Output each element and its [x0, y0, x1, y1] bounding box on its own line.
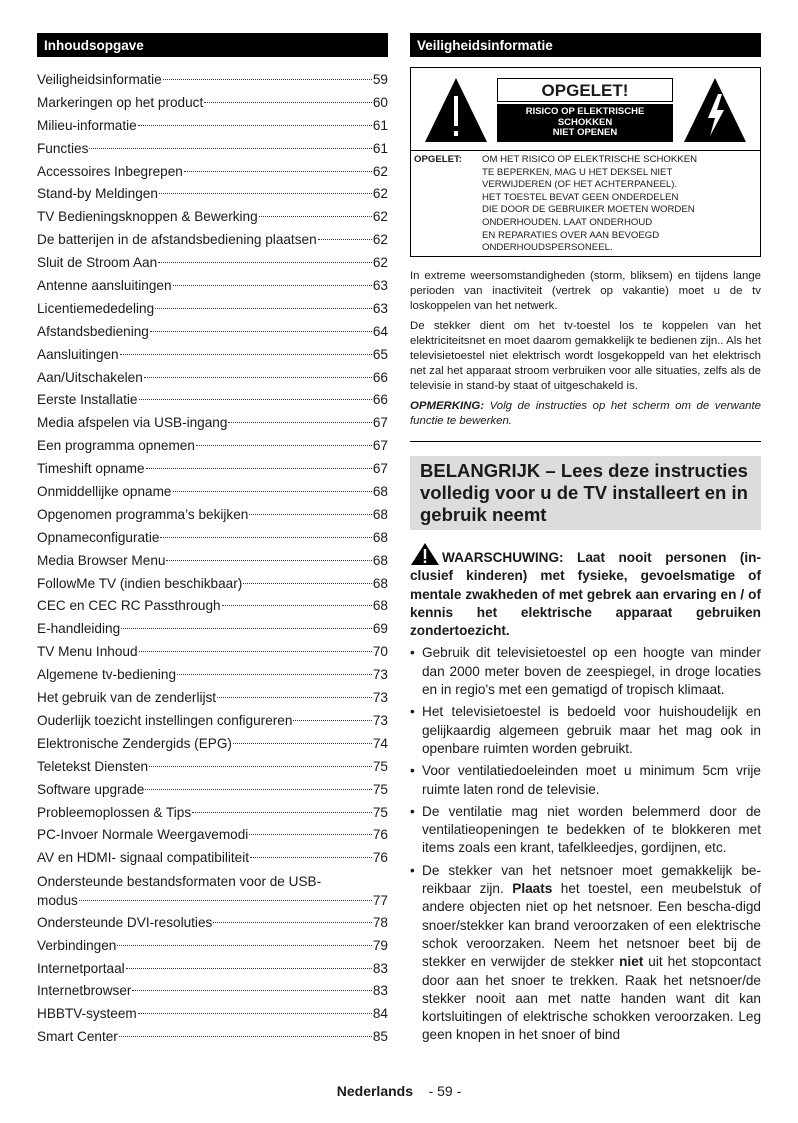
- toc-leader-dots: [119, 1023, 372, 1038]
- toc-entry-title: Ondersteunde bestandsformaten voor de USB-: [37, 874, 322, 890]
- toc-leader-dots: [196, 432, 372, 447]
- toc-leader-dots: [213, 908, 372, 923]
- toc-entry-page: 73: [372, 667, 388, 683]
- toc-entry-title: Markeringen op het product: [37, 94, 204, 110]
- toc-entry-title: Opnameconfiguratie: [37, 529, 160, 545]
- toc-entry-title: FollowMe TV (indien beschikbaar): [37, 575, 243, 591]
- toc-entry-page: 65: [372, 346, 388, 362]
- toc-column: [37, 33, 388, 1049]
- instruction-list: [410, 644, 761, 1044]
- toc-entry-page: 62: [372, 232, 388, 248]
- toc-entry-title: Media afspelen via USB-ingang: [37, 415, 228, 431]
- important-heading: BELANGRIJK – Lees deze instructies volledig voor u de TV installeert en in gebruik neemt: [410, 456, 761, 530]
- toc-entry-page: 84: [372, 1006, 388, 1022]
- caution-line: EN REPARATIES OVER AAN BEVOEGD: [482, 229, 660, 241]
- toc-entry-page: 73: [372, 712, 388, 728]
- list-item: [410, 862, 761, 1045]
- toc-entry-page: 68: [372, 529, 388, 545]
- caution-label: OPGELET:: [414, 154, 462, 165]
- warning-paragraph: [410, 542, 761, 640]
- warning-triangle-icon: [410, 542, 440, 566]
- list-item: • Gebruik dit televisietoestel op een hoogte van minder dan 2000 meter boven de zeespiegel, in droge locaties en in regio's met een gematigd of tropisch klimaat.: [410, 644, 761, 699]
- toc-leader-dots: [249, 821, 372, 836]
- toc-entry-title: Eerste Installatie: [37, 392, 138, 408]
- toc-leader-dots: [126, 954, 372, 969]
- toc-leader-dots: [259, 203, 372, 218]
- caution-line: OM HET RISICO OP ELEKTRISCHE SCHOKKEN: [482, 154, 698, 165]
- toc-entry-title: Afstandsbediening: [37, 323, 149, 339]
- caution-line: TE BEPERKEN, MAG U HET DEKSEL NIET: [482, 166, 673, 178]
- caution-line: ONDERHOUDSPERSONEEL.: [482, 242, 613, 254]
- opgelet-subtitle: [497, 104, 673, 142]
- toc-leader-dots: [233, 729, 372, 744]
- toc-entry-title: CEC en CEC RC Passthrough: [37, 598, 221, 614]
- toc-leader-dots: [192, 798, 372, 813]
- toc-entry-page: 73: [372, 690, 388, 706]
- note-paragraph: [410, 399, 761, 429]
- toc-entry-title: Timeshift opname: [37, 461, 145, 477]
- toc-leader-dots: [139, 386, 372, 401]
- note-label: OPMERKING:: [410, 400, 485, 412]
- toc-leader-dots: [249, 500, 372, 515]
- safety-header: Veiligheidsinformatie: [410, 33, 761, 57]
- toc-entry-title: Aansluitingen: [37, 346, 119, 362]
- caution-box: [410, 67, 761, 257]
- toc-list: [37, 69, 388, 1049]
- toc-entry-title: Veiligheidsinformatie: [37, 72, 162, 87]
- bold-span: niet: [619, 954, 644, 970]
- toc-entry-page: 62: [372, 186, 388, 202]
- divider: [410, 441, 761, 442]
- caution-line: ONDERHOUDEN. LAAT ONDERHOUD: [482, 216, 653, 228]
- toc-entry-page: 62: [372, 255, 388, 271]
- opgelet-title: OPGELET!: [497, 78, 673, 102]
- toc-entry-page: 61: [372, 140, 388, 156]
- toc-entry-title: Aan/Uitschakelen: [37, 369, 143, 385]
- toc-entry-title: Internetportaal: [37, 960, 125, 976]
- toc-entry[interactable]: [37, 873, 388, 909]
- toc-entry-title: HBBTV-systeem: [37, 1006, 137, 1022]
- toc-leader-dots: [150, 317, 372, 332]
- toc-entry-title: Teletekst Diensten: [37, 758, 149, 774]
- toc-entry-title: AV en HDMI- signaal compatibiliteit: [37, 850, 250, 866]
- toc-entry-title: Antenne aansluitingen: [37, 278, 172, 294]
- toc-entry-page: 67: [372, 415, 388, 431]
- toc-entry-title: Een programma opnemen: [37, 438, 195, 454]
- toc-leader-dots: [159, 180, 372, 195]
- caution-body: [482, 154, 754, 255]
- toc-leader-dots: [139, 638, 372, 653]
- opgelet-label: [497, 78, 673, 142]
- toc-leader-dots: [121, 615, 372, 630]
- toc-leader-dots: [145, 775, 372, 790]
- caution-text: [414, 154, 754, 255]
- toc-leader-dots: [173, 271, 372, 286]
- toc-leader-dots: [144, 363, 372, 378]
- toc-entry-page: 75: [372, 781, 388, 797]
- toc-entry-page: 60: [372, 94, 388, 110]
- toc-entry-title: Opgenomen programma’s bekijken: [37, 506, 249, 522]
- lightning-triangle-icon: [682, 76, 748, 144]
- warning-text: WAARSCHUWING: Laat nooit personen (in-clusief kinderen) met fysieke, gevoelsmatige of mentale zwakheden of met gebrek aan ervaring en / of kennis het elektrische apparaat gebruiken zondertoezicht.: [410, 550, 761, 639]
- toc-entry-page: 59: [372, 72, 388, 87]
- toc-entry-page: 69: [372, 621, 388, 637]
- toc-entry-title: Sluit de Stroom Aan: [37, 255, 158, 271]
- toc-entry-page: 68: [372, 506, 388, 522]
- toc-leader-dots: [149, 752, 372, 767]
- bold-span: Plaats: [512, 881, 553, 897]
- toc-entry-title: Probleemoplossen & Tips: [37, 804, 192, 820]
- toc-entry-page: 76: [372, 827, 388, 843]
- toc-entry-page: 61: [372, 117, 388, 133]
- caution-line: HET TOESTEL BEVAT GEEN ONDERDELEN: [482, 191, 679, 203]
- page-number: - 59 -: [428, 1083, 462, 1099]
- caution-line: VERWIJDEREN (OF HET ACHTERPANEEL).: [482, 179, 678, 191]
- toc-entry-page: 83: [372, 960, 388, 976]
- toc-entry-page: 85: [372, 1029, 388, 1045]
- toc-entry-page: 63: [372, 278, 388, 294]
- toc-entry-title: Smart Center: [37, 1029, 118, 1045]
- toc-entry-title: Media Browser Menu: [37, 552, 166, 568]
- toc-leader-dots: [160, 523, 371, 538]
- toc-leader-dots: [293, 706, 371, 721]
- toc-entry-title: TV Bedieningsknoppen & Bewerking: [37, 209, 258, 225]
- toc-entry-page: 67: [372, 438, 388, 454]
- toc-entry-title: Ondersteunde DVI-resoluties: [37, 914, 213, 930]
- toc-leader-dots: [217, 683, 372, 698]
- list-item: • De ventilatie mag niet worden belemmerd door de ventilatieopeningen te bedekken of te blokkeren met items zoals een krant, tafelkleedjes, gordijnen, etc.: [410, 803, 761, 858]
- toc-entry-page: 77: [372, 892, 388, 908]
- toc-leader-dots: [166, 546, 371, 561]
- toc-entry-page: 70: [372, 644, 388, 660]
- text-span: het toestel, een meubelstuk of andere objecten niet op het netsnoer. Een bescha-digd snoer/stekker kan brand veroorzaken of een elektrische schok veroorzaken. Neem het netsnoer beet bij de stekker en verwijder de stekker: [422, 881, 761, 970]
- weather-paragraph: In extreme weersomstandigheden (storm, bliksem) en tijdens lange perioden van inactiviteit (vertrek op vakantie) moet u de tv loskoppelen van het netwerk.: [410, 270, 761, 312]
- toc-entry-page: 83: [372, 983, 388, 999]
- list-item: • Voor ventilatiedoeleinden moet u minimum 5cm vrije ruimte laten rond de televisie.: [410, 762, 761, 799]
- toc-entry-page: 74: [372, 735, 388, 751]
- divider: [411, 150, 760, 151]
- toc-leader-dots: [228, 409, 371, 424]
- toc-leader-dots: [318, 226, 372, 241]
- opgelet-sub-line: RISICO OP ELEKTRISCHE: [525, 106, 645, 117]
- toc-leader-dots: [173, 477, 372, 492]
- toc-leader-dots: [138, 1000, 372, 1015]
- toc-leader-dots: [158, 249, 372, 264]
- toc-entry-title: Stand-by Meldingen: [37, 186, 158, 202]
- exclamation-triangle-icon: [423, 76, 489, 144]
- toc-leader-dots: [250, 844, 372, 859]
- toc-leader-dots: [163, 65, 372, 80]
- toc-leader-dots: [155, 294, 372, 309]
- toc-entry-page: 66: [372, 369, 388, 385]
- toc-entry-title: Algemene tv-bediening: [37, 667, 177, 683]
- toc-entry-page: 68: [372, 552, 388, 568]
- toc-leader-dots: [243, 569, 372, 584]
- toc-entry-page: 75: [372, 758, 388, 774]
- toc-leader-dots: [184, 157, 372, 172]
- toc-entry-title: Elektronische Zendergids (EPG): [37, 735, 232, 751]
- toc-entry-page: 78: [372, 914, 388, 930]
- toc-entry-page: 62: [372, 209, 388, 225]
- toc-leader-dots: [79, 886, 372, 901]
- note-text: Volg de instructies op het scherm om de verwante functie te bewerken.: [410, 400, 761, 427]
- plug-paragraph: De stekker dient om het tv-toestel los te koppelen van het elektriciteitsnet en moet daarom gemakkelijk te bedienen zijn.. Als het televisietoestel niet elektrisch wordt losgekoppeld van het elektrisch net zal het apparaat stroom verbruiken voor alle situaties, zelfs als de televisie in stand-by staat of uitgeschakeld is.: [410, 320, 761, 392]
- toc-entry-line: [37, 890, 388, 909]
- toc-entry-title: TV Menu Inhoud: [37, 644, 138, 660]
- toc-entry-title: Onmiddellijke opname: [37, 484, 172, 500]
- toc-entry-title: modus: [37, 892, 78, 908]
- text-span: uit het stopcontact door aan het snoer te trekken. Raak het netsnoer/de stekker nooit aan met natte handen want dit kan kortsluitingen of elektrische schokken veroorzaken. Leg geen knopen in het snoer of bind: [422, 954, 761, 1043]
- toc-leader-dots: [138, 111, 372, 126]
- toc-entry-title: Accessoires Inbegrepen: [37, 163, 183, 179]
- toc-leader-dots: [117, 931, 372, 946]
- toc-entry[interactable]: [37, 847, 388, 870]
- toc-entry-title: De batterijen in de afstandsbediening plaatsen: [37, 232, 317, 248]
- toc-entry[interactable]: [37, 1026, 388, 1049]
- caution-line: DIE DOOR DE GEBRUIKER MOETEN WORDEN: [482, 204, 695, 216]
- toc-leader-dots: [204, 88, 372, 103]
- toc-entry-title: Verbindingen: [37, 937, 117, 953]
- opgelet-sub-line: NIET OPENEN: [552, 127, 618, 138]
- toc-entry-page: 75: [372, 804, 388, 820]
- toc-leader-dots: [132, 977, 371, 992]
- toc-entry-title: PC-Invoer Normale Weergavemodi: [37, 827, 249, 843]
- toc-entry-page: 76: [372, 850, 388, 866]
- toc-entry-page: 63: [372, 300, 388, 316]
- toc-entry-title: Functies: [37, 140, 89, 156]
- page-footer: [0, 1083, 798, 1099]
- text-span: De stekker van het netsnoer moet gemakkelijk be-reikbaar zijn.: [422, 862, 761, 897]
- list-item: • Het televisietoestel is bedoeld voor huishoudelijk en gelijkaardig algemeen gebruik maar het mag ook in openbare ruimten worden gebruikt.: [410, 703, 761, 758]
- opgelet-sub-line: SCHOKKEN: [557, 116, 613, 128]
- toc-entry-page: 67: [372, 461, 388, 477]
- footer-language: Nederlands: [336, 1083, 413, 1099]
- toc-entry-page: 68: [372, 575, 388, 591]
- toc-leader-dots: [89, 134, 372, 149]
- toc-leader-dots: [222, 592, 372, 607]
- toc-entry-title: Software upgrade: [37, 781, 145, 797]
- toc-entry-title: Internetbrowser: [37, 983, 132, 999]
- toc-entry-page: 68: [372, 598, 388, 614]
- toc-entry-page: 62: [372, 163, 388, 179]
- toc-entry-title: Licentiemededeling: [37, 300, 155, 316]
- toc-entry-title: E-handleiding: [37, 621, 121, 637]
- toc-entry-page: 68: [372, 484, 388, 500]
- toc-entry-page: 79: [372, 937, 388, 953]
- toc-entry-page: 64: [372, 323, 388, 339]
- toc-entry-title: Ouderlijk toezicht instellingen configureren: [37, 712, 293, 728]
- safety-column: [410, 33, 761, 1049]
- toc-leader-dots: [120, 340, 372, 355]
- toc-entry-title: Milieu-informatie: [37, 117, 137, 133]
- toc-leader-dots: [177, 661, 372, 676]
- toc-entry-title: Het gebruik van de zenderlijst: [37, 690, 217, 706]
- toc-entry-page: 66: [372, 392, 388, 408]
- toc-leader-dots: [146, 455, 372, 470]
- toc-header: Inhoudsopgave: [37, 33, 388, 57]
